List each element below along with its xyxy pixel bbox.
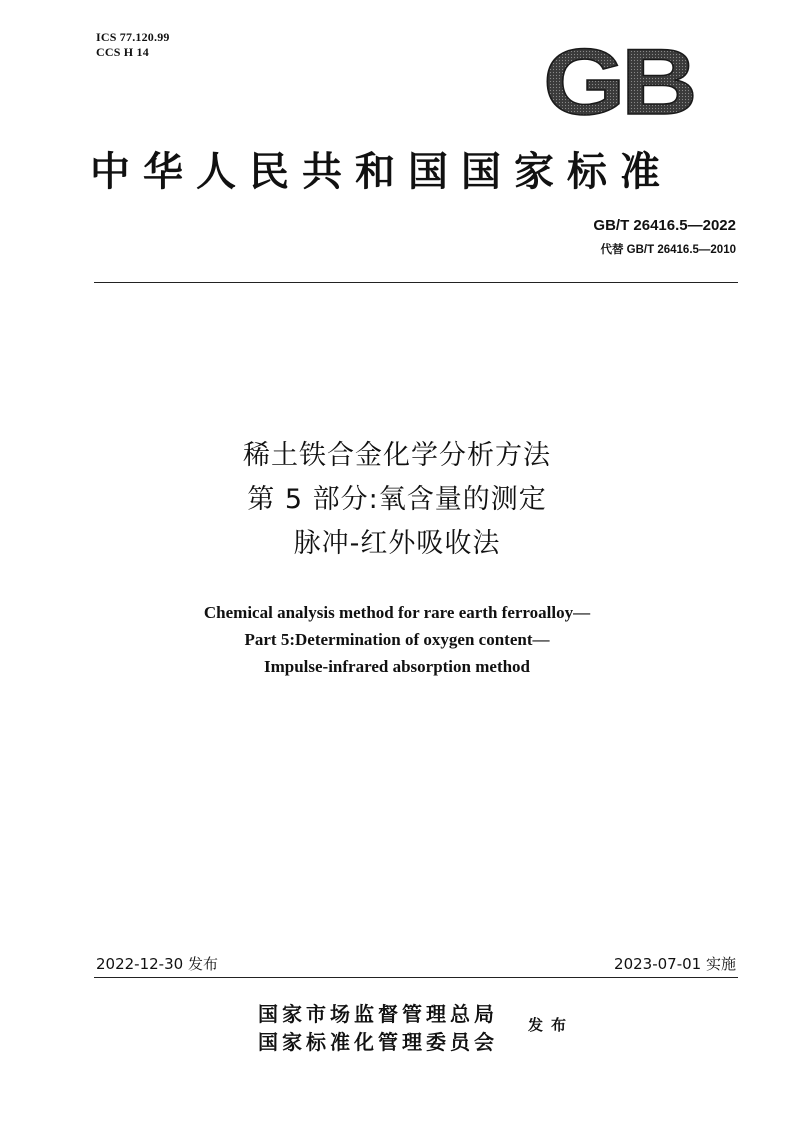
ccs-code: CCS H 14 xyxy=(96,45,149,59)
national-standard-heading: 中华人民共和国国家标准 xyxy=(90,148,673,195)
header-divider xyxy=(94,282,738,283)
title-en-line-2: Part 5:Determination of oxygen content— xyxy=(244,630,550,649)
replaces-standard: 代替 GB/T 26416.5—2010 xyxy=(600,244,736,256)
title-zh-line-3: 脉冲-红外吸收法 xyxy=(293,528,501,559)
release-label: 发布 xyxy=(528,1016,575,1034)
classification-codes xyxy=(96,30,170,60)
issuer-samr: 国家市场监督管理总局 xyxy=(258,1002,498,1026)
title-zh-line-1: 稀土铁合金化学分析方法 xyxy=(243,440,551,471)
title-en-line-1: Chemical analysis method for rare earth ferroalloy— xyxy=(203,603,591,622)
ics-code: ICS 77.120.99 xyxy=(96,30,170,44)
issuer-sac: 国家标准化管理委员会 xyxy=(258,1030,498,1054)
title-zh-line-2: 第 5 部分:氧含量的测定 xyxy=(247,484,547,515)
publish-date: 2022-12-30 发布 xyxy=(96,955,218,973)
title-en-line-3: Impulse-infrared absorption method xyxy=(263,657,531,676)
implement-date: 2023-07-01 实施 xyxy=(614,955,736,973)
footer-divider xyxy=(94,977,738,978)
gb-logo xyxy=(540,44,696,122)
standard-number: GB/T 26416.5—2022 xyxy=(593,217,736,234)
issuing-authorities xyxy=(258,1000,498,1056)
gb-logo-text: GB xyxy=(543,44,694,122)
